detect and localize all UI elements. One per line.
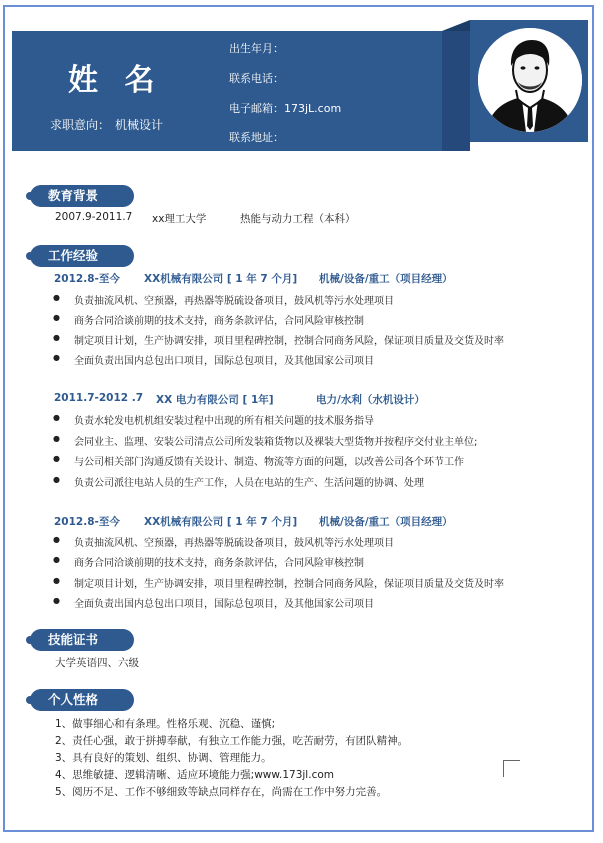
edu-major: 热能与动力工程（本科） [240,213,356,225]
job-role: 机械/设备/重工（项目经理） [319,516,453,528]
contact-address: 联系地址： [229,131,284,144]
list-item: ● 制定项目计划，生产协调安排，项目里程碑控制，控制合同商务风险，保证项目质量及交货及时率 [58,332,504,347]
candidate-name: 姓 名 [68,63,163,98]
contact-email: 电子邮箱：173jL.com [229,102,342,115]
list-item: ● 商务合同洽谈前期的技术支持，商务条款评估，合同风险审核控制 [58,554,364,569]
list-item: ● 全面负责出国内总包出口项目，国际总包项目，及其他国家公司项目 [58,595,374,610]
list-item: ● 会同业主、监理、安装公司清点公司所发装箱货物以及裸装大型货物并按程序交付业主单位; [58,433,477,448]
avatar [478,28,582,132]
list-item: ● 负责抽流风机、空预器，再热器等脱硫设备项目，鼓风机等污水处理项目 [58,292,394,307]
list-item: 5、阅历不足、工作不够细致等缺点同样存在，尚需在工作中努力完善。 [55,786,388,798]
list-item: ● 与公司相关部门沟通反馈有关设计、制造、物流等方面的问题，以改善公司各个环节工作 [58,453,464,468]
list-item: 1、做事细心和有条理。性格乐观、沉稳、谨慎; [55,718,276,730]
job-company: XX 电力有限公司 [ 1年] [156,394,274,406]
job-role: 机械/设备/重工（项目经理） [319,273,453,285]
job-intent-label: 求职意向： [50,118,111,132]
section-title-education: 教育背景 [30,185,134,207]
list-item: ● 制定项目计划，生产协调安排，项目里程碑控制，控制合同商务风险，保证项目质量及交货及时率 [58,575,504,590]
edu-period: 2007.9-2011.7 [55,211,133,223]
section-marker [26,636,34,644]
contact-birth: 出生年月： [229,42,284,55]
list-item: ● 负责公司派往电站人员的生产工作，人员在电站的生产、生活问题的协调、处理 [58,474,424,489]
section-title-work: 工作经验 [30,245,134,267]
job-period: 2011.7-2012 .7 [54,392,144,404]
job-period: 2012.8-至今 [54,516,120,528]
header-fold [442,20,470,31]
list-item: ● 负责水轮发电机机组安装过程中出现的所有相关问题的技术服务指导 [58,412,374,427]
list-item: 3、具有良好的策划、组织、协调、管理能力。 [55,752,272,764]
job-company: XX机械有限公司 [ 1 年 7 个月] [144,273,298,285]
section-marker [26,696,34,704]
list-item: 2、责任心强，敢于拼搏奉献，有独立工作能力强，吃苦耐劳，有团队精神。 [55,735,409,747]
list-item: ● 商务合同洽谈前期的技术支持，商务条款评估，合同风险审核控制 [58,312,364,327]
job-role: 电力/水利（水机设计） [316,394,425,406]
job-intent-value: 机械设计 [115,118,164,132]
section-marker [26,192,34,200]
skills-text: 大学英语四、六级 [55,657,139,669]
list-item: 4、思维敏捷、逻辑清晰、适应环境能力强;www.173jl.com [55,769,334,781]
job-period: 2012.8-至今 [54,273,120,285]
section-title-skills: 技能证书 [30,629,134,651]
list-item: ● 全面负责出国内总包出口项目，国际总包项目，及其他国家公司项目 [58,352,374,367]
edu-school: xx理工大学 [152,213,207,225]
text-cursor-corner [503,760,520,777]
section-marker [26,252,34,260]
list-item: ● 负责抽流风机、空预器，再热器等脱硫设备项目，鼓风机等污水处理项目 [58,534,394,549]
contact-phone: 联系电话： [229,72,284,85]
job-company: XX机械有限公司 [ 1 年 7 个月] [144,516,298,528]
section-title-personality: 个人性格 [30,689,134,711]
avatar-portrait-icon [478,28,582,132]
header-extension [442,31,470,151]
